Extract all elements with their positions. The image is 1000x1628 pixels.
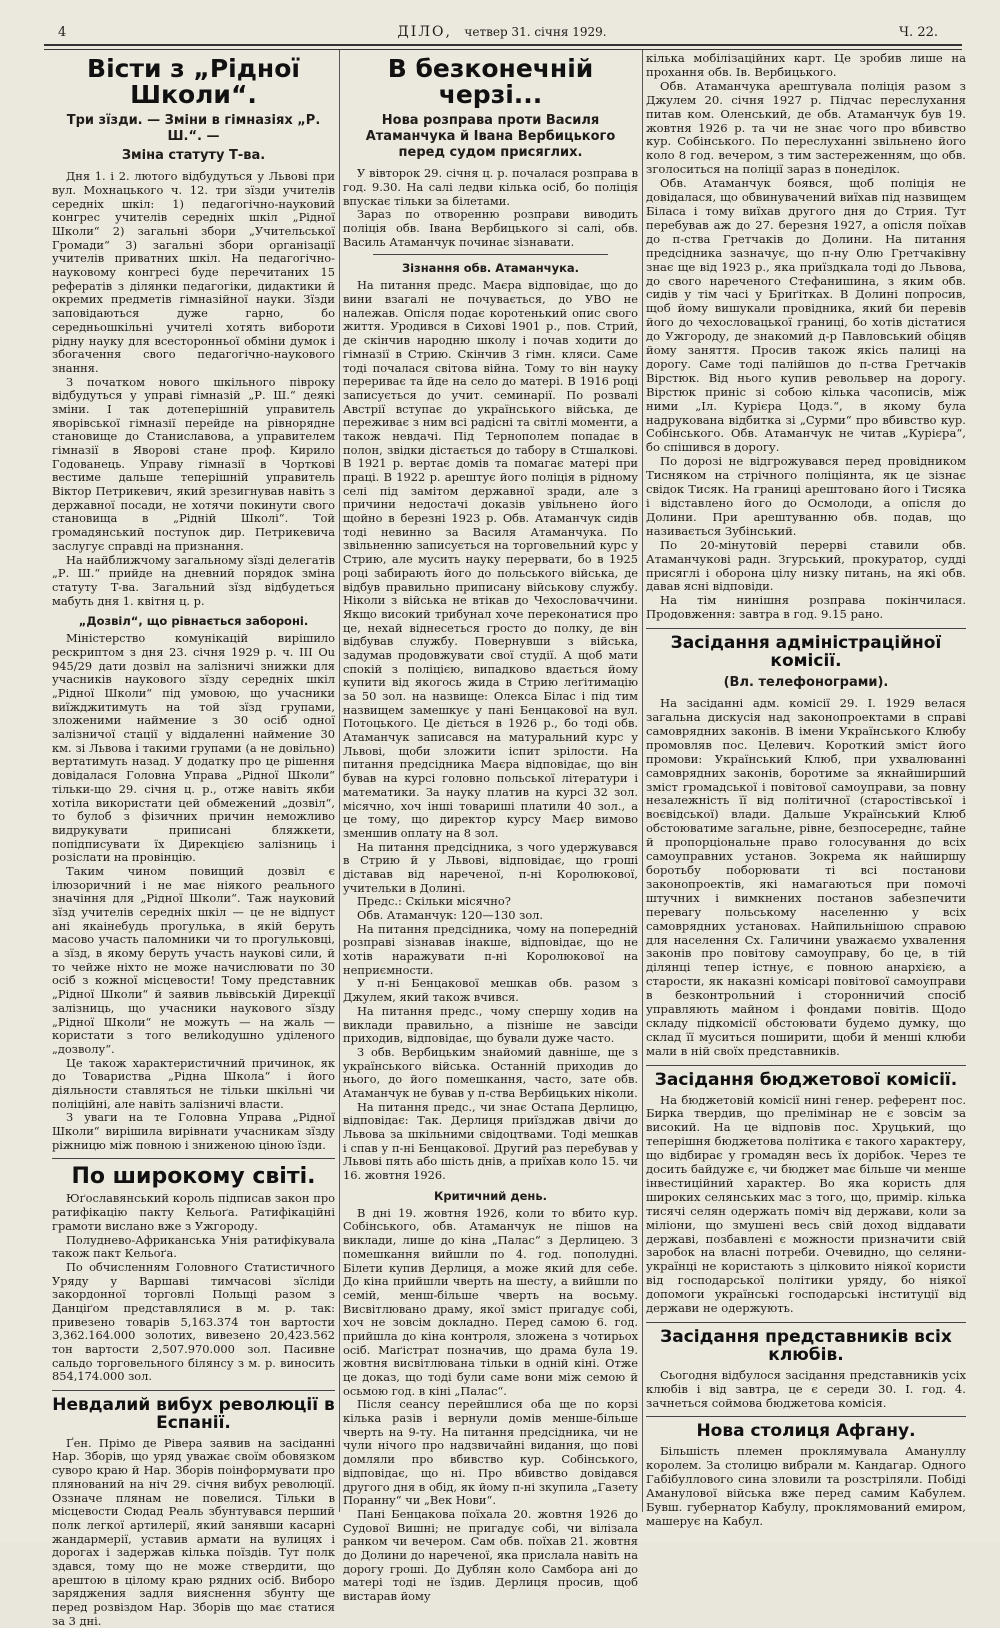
paragraph: Дня 1. і 2. лютого відбудуться у Львові при вул. Мохнацького ч. 12. три зїзди учителів середніх шкіл: 1) педагогічно-науковий конгрес учителів середніх шкіл „Рідної Школи“ 2) загальні збори „Учительської Громади“ 3) загальні збори організації учителів приватних шкіл. На педагогічно-науковому конгресі буде перечитаних 15 рефератів з ділянки педагогіки, дидактики й окремих предметів гімназійної науки. Зїзди заповідаються дуже гарно, бо середньошкільні учителі хотять вибороти рідну науку для всесторонньої обміни думок і збогачення свого педагогічно-наукового знання. [52,169,335,375]
article-title: Засідання бюджетової комісії. [654,1069,958,1090]
paragraph: Зараз по отворенню розправи виводить поліція обв. Івана Вербицького зі салі, обв. Василь Атаманчук починає зізнавати. [343,207,638,249]
article-title: Засідання адміністраційної комісії. [670,633,942,671]
article-title: Невдалий вибух революції в Еспанії. [52,1395,335,1433]
paragraph: Це також характеристичний причинок, як до Товариства „Рідна Школа“ і його діяльности ставляться не тільки шкільні чи поліційні, але навіть залізничі власти. [52,1055,335,1111]
column-2 [343,52,638,1603]
paragraph: Предс.: Скільки місячно? [357,894,511,909]
paragraph: Полудневo-Африканська Унія ратифікувала також пакт Кельоґа. [52,1232,335,1261]
paragraph: По дорозі не відгрожувався перед провідником Тисняком на стрічного поліціянта, як це зізнає свідок Тисяк. На границі арештовано його і Тисяка і відставлено його до Осмолоди, а опісля до Долини. При арештуванню обв. подав, що називається Зубінський. [646,454,966,538]
section-heading: „Дозвіл“, що рівнається забороні. [78,614,309,629]
article-ridna-shkola [52,56,335,1152]
article-subtitle: Три зїзди. — Зміни в гімназіях „Р. Ш.“. — [66,112,321,144]
paragraph: З початком нового шкільного півроку відбудуться у управі гімназій „Р. Ш.“ деякі зміни. І так дотеперішній управитель яворівської гімназії перейде на рівнорядне становище до Станиславова, а управителем гімназії в Яворові стане проф. Кирило Годованець. Управу гімназії в Чорткові вестиме дальше теперішній управитель Віктор Петрикевич, який зрезигнував навіть з державної посади, не хотячи покинути свого становища в „Рідній Школі“. Той громадянський поступок дир. Петрикевича заслугує справді на признання. [52,374,335,553]
article-admin-commission [646,635,966,1059]
article-subtitle: Нова розправа проти Василя Атаманчука й Івана Вербицького перед судом присяглих. [365,112,616,160]
article-subtitle: (Вл. телефонограми). [723,674,889,690]
article-title: В безконечній черзі... [387,54,594,110]
paragraph: У вівторок 29. січня ц. р. почалася розправа в год. 9.30. На салі ледви кілька осіб, бо поліція впускає тільки за білетами. [343,166,638,208]
paragraph: Ґен. Прімо де Рівера заявив на засіданні Нар. Зборів, що уряд уважає своїм обовязком суворо краю й Нар. Зборів поінформувати про плянований на ніч 29. січня вибух революції. Оззначе плянам не повелися. Тільки в місцевости Сюдад Реаль збунтувався перший полк легкої артилерії, який занявши касарні жандармерії, уставив армати на вулицях і дорогах і задержав кілька поїздів. Тут полк здався, тому що не може ствердити, що арештою в цілому краю рядних осіб. Виборо заряджения задля вияснення збунту ще перед розвіздом Нар. Зборів що має статися за 3 дні. [52,1435,335,1628]
paragraph: Пані Бенцакова поїхала 20. жовтня 1926 до Судової Вишні; не пригадує собі, чи вілізала ранком чи вечером. Сам обв. поїхав 21. жовтня до Долини до нареченої, яка прислала навіть на дорогу гроші. До Дублян коло Самбора ані до матері тоді не їздив. Дерлиця просив, щоб вистарав йому [343,1506,638,1603]
article-endless-queue-continued [646,52,966,622]
column-3 [646,51,966,1528]
page-header [40,22,964,44]
paragraph: Після сеансу перейшлися оба ще по корзі кілька разів і вернули домів менше-більше чверть на 9-ту. На питання предсідника, чи не чули нічого про надзвичайні видання, що пові домляли про вбивство кур. Собінського, відповідає, що ні. Про вбивство довідався другого дня в обід, як йому п-ні зкупила „Газету Поранну“ чи „Век Нови“. [343,1397,638,1508]
paragraph: На питання предс., чому спершу ходив на виклади правильно, а пізніше не завсіди приходив, відповідає, що бували дуже часто. [343,1003,638,1046]
paragraph: На питання предс., чи знає Остапа Дерлицю, відповідає: Так. Дерлиця приїзджав двічи до Львова за шкільними свідоцтвами. Тоді мешкав і спав у п-ні Бенцакової. Другий раз перебував у Львові пять або шість днів, а приїхав коло 15. чи 16. жовтня 1926. [343,1099,638,1183]
article-subtitle: Зміна статуту Т-ва. [121,148,266,163]
paragraph: На найближчому загальному зїзді делегатів „Р. Ш.“ прийде на дневний порядок зміна статуту Т-ва. Загальний зїзд відбудеться мабуть дня 1. квітня ц. р. [52,552,335,608]
paragraph: Таким чином повищий дозвіл є ілюзоричний і не має ніякого реального значіння для „Рідної Школи“. Таж науковий зїзд учителів середніх шкіл — це не відпуст ані якаiнебудь прогулька, в якій беруть масово участь паломники чи то прогульковці, а зїзд, в якому беруть участь наукові сили, й то чейже ніхто не може начислювати по 30 осіб з кожної місцевости! Тому представник „Рідної Школи“ й заявив львівській Дирекції залізниць, що учасники наукового зїзду „Рідної Школи“ не можуть — на жаль — користати з того велиkодушно уділеного „дозволу“. [52,863,335,1056]
divider [646,628,966,629]
article-title: По широкому світі. [71,1164,316,1190]
paragraph: На тім нинішня розправа покінчилася. Продовження: завтра в год. 9.15 рано. [646,593,966,622]
paragraph: По 20-мінутовій перерві ставили обв. Атаманчукові радн. Згурський, прокуратор, судді присяглі і оборона цілу низку питань, на які обв. давав ясні відповіди. [646,537,966,594]
section-heading: Критичний день. [433,1188,548,1203]
paragraph: В дні 19. жовтня 1926, коли то вбито кур. Собінського, обв. Атаманчук не пішов на виклади, лише до кіна „Палас“ з Дерлицею. З помешкання вийшли по 4. год. пополудні. Білети купив Дерлиця, а може який для себе. До кіна прийшли чверть на шесту, а вийшли по семій, менш-більше чверть на восьму. Висвітлювано драму, якої зміст пригадує собі, хоч не зовсім докладно. Перед самою 6. год. прийшла до кіна контроля, зложена з чотирьох осіб. Маґістрат позначив, що драма була 19. жовтня висвітлювана тільки в одній кіні. Отже це доказ, що тоді були саме вони між семою й осьмою год. в кіні „Палас“. [343,1205,638,1398]
column-1 [52,52,335,1628]
issue-date: четвер 31. січня 1929. [464,25,607,39]
article-title: Нова столиця Афгану. [696,1421,916,1442]
section-heading: Зізнання обв. Атаманчука. [401,261,580,276]
paragraph: На питання предс. Маєра відповідає, що до вини взагалі не почувається, до УВО не належав. Опісля подає коротенький опис свого життя. Уродився в Сихові 1901 р., пов. Стрий, де скінчив народню школу і почав ходити до гімназії в Стрию. Скінчив 3 гімн. кляси. Саме тоді почалася світова війна. Тому то він науку перериває та йде на село до матері. В 1916 році записується до учит. семинарії. По розвалі Австрії вступає до українського війська, де переживає з ним всі радісні та світлі моменти, а також невдачі. Під Тернополем попадає в полон, звідки дістається до табору в Стшалкові. В 1921 р. вертає домів та помагає матері при праці. В 1922 р. арештує його поліція в рідному селі під замітом державної зради, але з причини недостачі доказів увільнено його щойно в березні 1923 р. Обв. Атаманчук сидів тоді невинно за Василя Атаманчука. По звільненню записується на торговельний курс у Стрию, але мусить науку перервати, бо в 1925 році забирають його до польського війська, де відбув правильно приписану військову службу. Ніколи з війська не втікав до Чехословаччини. Якщо високий трибунал хоче переконатися про це, нехай віднесеться гросто до полку, де він відбував службу. Повернувши з війська, задумав продовжувати свої студії. А щоб мати спокій з поліцією, випадково вдається йому купити від якогось жида в Стрию леґітимацію за 50 зол. на назвище: Олекса Білас і під тим назвищем замешкує у пані Бенцакової на вул. Потоцького. Це діється в 1926 р., бо тоді обв. Атаманчук записався на матуральний курс у Львові, щоби зложити іспит зрілости. На питання предсідника Маєра відповідає, що він бував на курсі головно польської літератури і математики. За науку платив на курсі 32 зол. місячно, хоч інші товариші платили 40 зол., а це тому, що директор курсу Маєр вимово зменшив оплату на 8 зол. [343,278,638,840]
article-endless-queue [343,56,638,1604]
article-title: Вісти з „Рідної Школи“. [87,54,300,110]
divider [373,254,608,255]
paragraph: Більшість племен проклямувала Амануллу королем. За столицю вибрали м. Кандагар. Одного Габібуллового сина зловили та розстріляли. Побіді Аманулової війська вже перед самим Кабулем. Бувш. губернатор Кабулу, проклямований емиром, машерує на Кабул. [646,1444,966,1528]
header-rule [44,44,962,50]
paragraph: Обв. Атаманчука арештувала поліція разом з Джулем 20. січня 1927 р. Підчас переслухання питав ком. Оленський, де обв. Атаманчук був 19. жовтня 1926 р. та чи не знає чого про вбивство кур. Собінського. По переслуханні звільнено його коло 8 год. вечером, з тим застереженням, що обв. зголоситься на поліції зараз в понеділок. [646,78,966,177]
column-divider-2 [642,50,643,1512]
paragraph: На бюджетовій комісії нині генер. референт пос. Бирка твердив, що прелімінар не є зовсім за високий. На це відповів пос. Хруцький, що теперішня бюджетова політика є такого характеру, що відбирає у громадян весь їх дорібок. Через те досить байдуже є, чи бюджет має більше чи менше інвестиційний характер. Во яка користь для широких селянських мас з того, що, примір. кілька тисячі селян одержать поміч від держави, коли за міліони, що змушені весь свій доход віддавати державі, позбавлені є можности призначити свій заробок на власні потреби. Очевидно, що селяни-українці не користають з цілковито ніякої користи від господарської політики уряду, бо ніякої допомоги українські господарські інституції від держави не одержують. [646,1092,966,1316]
divider [52,1390,335,1391]
paragraph: На питання предсідника, чому на попередній розправі зізнавав інакше, відповідає, що не хотів наражувати п-ні Королюкової на неприємности. [343,921,638,977]
article-world-news [52,1165,335,1384]
paragraph: По обчисленням Головного Статистичного Уряду у Варшаві тимчасові зїсліди закордонної торговлі Польщі разом з Данціґом представлялися в м. р. так: привезено товарів 5,163.374 тон вартости 3,362.164.000 золотих, вивезено 20,423.562 тон вартости 2,507.970.000 зол. Пасивне сальдо торговельного білянсу з м. р. виносить 854,174.000 зол. [52,1259,335,1384]
paragraph: З уваги на те Головна Управа „Рідної Школи“ вирішила вирівнати учасникам зїзду ріжницю між повною і зниженою ціною їзди. [52,1110,335,1152]
paragraph: Обв. Атаманчук боявся, щоб поліція не довідалася, що обвинувачений виїхав під назвищем Біласа і тому виїхав другого дня до Стрия. Тут перебував аж до 27. березня 1927, а опісля поїхав до п-ства Гретчаків до Долини. На питання предсідника зазначує, що п-ну Олю Гретчаківну знає ще від 1923 р., яка приїздкала тоді до Львова, до свого нареченого Стефанишина, з яким обв. сидів у тім часі у Бриґітках. В Долині попросив, щоб йому вишукали провідника, який би перевів його до чехословацької границі, бо хотів дістатися до Ужгороду, де знакомий д-р Павловський обіцяв йому заняття. Просив також якісь палиці на дорогу. Саме тоді палійшов до п-ства Гретчаків Вірстюк. Від нього купив револьвер на дорогу. Вірстюк приніс зі собою кілька часописів, між ними „Іл. Курієра Цодз.“, в якому була надрукована відбитка зі „Сурми“ про вбивство кур. Собінського. Обв. Атаманчук не читав „Курієра“, бо спішився в дорогу. [646,176,966,455]
article-budget-commission [646,1069,966,1316]
paragraph: кілька мобілізаційних карт. Це зробив лише на прохання обв. Ів. Вербицького. [646,51,966,79]
paragraph: Юґославянський король підписав закон про ратифікацію пакту Кельоґа. Ратифікаційні грамоти вислано вже з Ужгороду. [52,1191,335,1233]
article-spain-revolution [52,1397,335,1628]
masthead [40,24,964,40]
divider [52,1158,335,1159]
divider [646,1416,966,1417]
paragraph: Обв. Атаманчук: 120—130 зол. [357,908,544,922]
page-number: 4 [58,25,67,40]
paper-name: ДІЛО, [397,24,452,40]
issue-number: Ч. 22. [899,25,938,40]
paragraph: З обв. Вербицьким знайомий давніше, ще з українського війська. Останній приходив до нього, до його помешкання, часто, зате обв. Атаманчук не бував у п-ства Вербицьких ніколи. [343,1044,638,1100]
paragraph: На питання предсідника, з чого удержувався в Стрию й у Львові, відповідає, що гроші діставав від нареченої, п-ні Королюкової, учительки в Долині. [343,839,638,895]
divider [646,1065,966,1066]
article-title: Засідання представників всіх клюбів. [660,1327,952,1365]
article-afghan-capital [646,1423,966,1528]
paragraph: У п-ні Бенцакової мешкав обв. разом з Джулем, який також вчився. [343,976,638,1005]
paragraph: Міністерство комунікацій вирішило рескриптом з дня 23. січня 1929 р. ч. III Ou 945/29 дати дозвіл на залізничі знижки для учасників наукового зїзду середніх шкіл „Рідної Школи“ під умовою, що учасники виїжджитимуть на той зїзд групами, зложеними наймение з 30 осіб одної залізничої стації у віддаленні наймение 30 км. зі Львова і такими групами (а не довільно) вертатимуть назад. У додатку про це рішення довідалася Головна Управа „Рідної Школи“ тільки-що 29. січня ц. р., отже навіть якби хотіла використати цей обмежений „дозвіл“, то булоб з фізичних причин неможливо видрукувати приписані бляжкети, попідписувати їх Дирекцією залізниць і розіслати на провінцію. [52,631,335,865]
article-club-representatives [646,1329,966,1410]
column-divider-1 [339,50,340,1512]
paragraph: Сьогодня відбулося засідання представників усіх клюбів і від завтра, це є середи 30. І. год. 4. зачнеться соймова бюджетова комісія. [646,1367,966,1410]
divider [646,1322,966,1323]
paragraph: На засіданні адм. комісії 29. І. 1929 велася загальна дискусія над законопроектами в справі самоврядних законів. В імени Українського Клюбу промовляв пос. Целевич. Короткий зміст його промови: Український Клюб, при ухвалюванні самоврядних законів, боротиме за якнайширший зміст громадської і повітової самоуправи, за повну незалежність її від політичної (старостівської і воєвідської) влади. Дальше Український Клюб обстоюватиме загальне, рівне, безпосереднє, тайне й пропорціональне право голосування до всіх самоуправних установ. Зокрема як найширшу боротьбу поборювати ті всі постанови законопроектів, які намагаються при помочі штучних і вимкнених постанов забезпечити перевагу польському населенню у всіх самоврядних установах. Найпильнішою справою для населення Сх. Галичини уважаємо ухвалення законів про повітову самоуправу, бо це, в тій ділянці тепер істнує, є повною анархією, а старости, як наказні комісарі повітової самоуправи в безконтрольний і сторонничий спосіб управляють майном і фондами повітів. Щодо складу підкомісії обстоювати будемо думку, що склад її муситься поширити, щоби й менші клюби мали в ній своїх представників. [646,696,966,1058]
